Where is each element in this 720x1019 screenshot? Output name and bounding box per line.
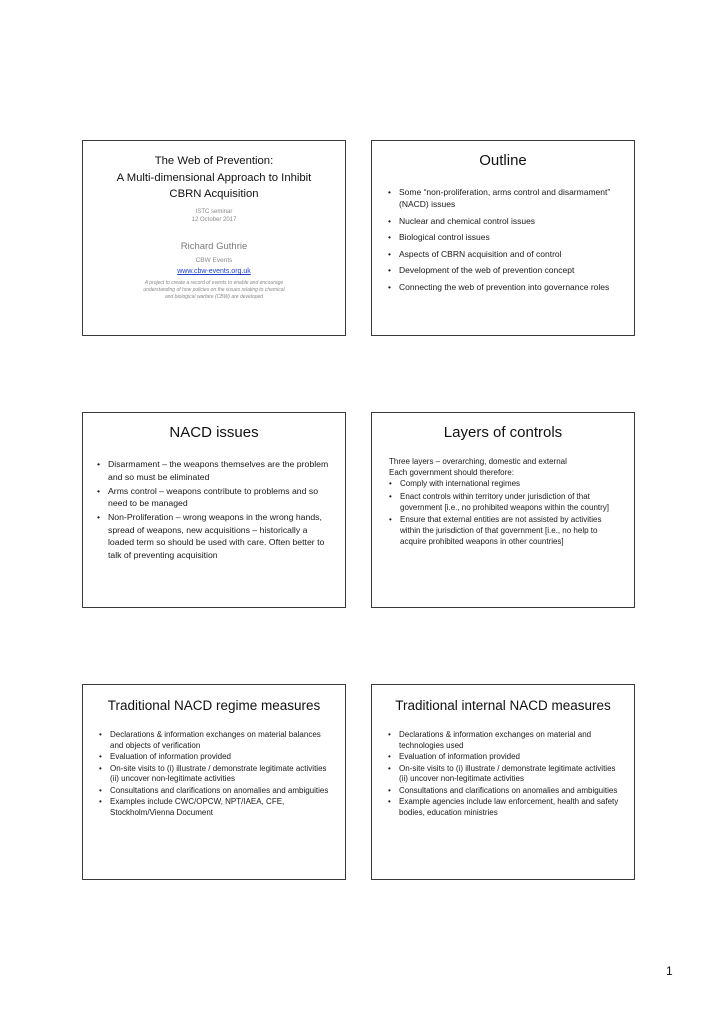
body-line: Three layers – overarching, domestic and external — [389, 457, 567, 466]
bullet-list — [97, 458, 329, 563]
page-number: 1 — [666, 964, 673, 978]
author-name: Richard Guthrie — [180, 241, 248, 252]
list-item: • Nuclear and chemical control issues — [388, 215, 622, 227]
list-item: • Non-Proliferation – wrong weapons in the wrong hands, spread of weapons, new acquisitions – historically a loaded term so should be used with care. Often better to talk of preventing acquisition — [97, 511, 329, 561]
slide-title: Outline — [479, 152, 527, 169]
slide-body — [389, 456, 622, 549]
list-item: • Ensure that external entities are not assisted by activities within the jurisdiction of that government [i.e., no help to acquire prohibited weapons in other countries] — [389, 514, 622, 547]
list-item: • Consultations and clarifications on anomalies and ambiguities — [99, 786, 335, 797]
list-item: • Some “non-proliferation, arms control and disarmament” (NACD) issues — [388, 186, 622, 210]
list-item: • Disarmament – the weapons themselves are the problem and so must be eliminated — [97, 458, 329, 483]
seminar-info: ISTC seminar 12 October 2017 — [191, 209, 237, 223]
list-item: • Evaluation of information provided — [99, 752, 335, 763]
slide-layers-of-controls — [371, 412, 635, 608]
project-note: A project to create a record of events to enable and encourage understanding of how policies on the issues relating to chemical and biological warfare (CBW) are developed — [143, 280, 285, 300]
website-link[interactable]: www.cbw-events.org.uk — [177, 268, 251, 275]
slide-nacd-issues — [82, 412, 346, 608]
list-item: • Enact controls within territory under jurisdiction of that government [i.e., no prohibited weapons within the country] — [389, 491, 622, 513]
list-item: • Comply with international regimes — [389, 478, 622, 489]
bullet-list — [388, 730, 624, 819]
slide-internal-measures — [371, 684, 635, 880]
organization: CBW Events — [195, 257, 233, 264]
bullet-list — [99, 730, 335, 819]
list-item: • Biological control issues — [388, 231, 622, 243]
list-item: • On-site visits to (i) illustrate / demonstrate legitimate activities (ii) uncover non-legitimate activities — [99, 764, 335, 785]
list-item: • Declarations & information exchanges on material and technologies used — [388, 730, 624, 751]
slide-title: Traditional NACD regime measures — [107, 698, 321, 713]
list-item: • Connecting the web of prevention into governance roles — [388, 281, 622, 293]
list-item: • Example agencies include law enforcement, health and safety bodies, education ministries — [388, 797, 624, 818]
list-item: • On-site visits to (i) illustrate / demonstrate legitimate activities (ii) uncover non-legitimate activities — [388, 764, 624, 785]
slide-title: Layers of controls — [443, 424, 563, 441]
slide-title-page — [82, 140, 346, 336]
slide-outline — [371, 140, 635, 336]
bullet-list — [389, 478, 622, 547]
presentation-title: The Web of Prevention: A Multi-dimensional Approach to Inhibit CBRN Acquisition — [116, 155, 312, 200]
body-line: Each government should therefore: — [389, 468, 514, 477]
list-item: • Arms control – weapons contribute to problems and so need to be managed — [97, 485, 329, 510]
slide-title: Traditional internal NACD measures — [395, 698, 611, 713]
bullet-list — [388, 186, 622, 297]
slide-title: NACD issues — [169, 424, 259, 441]
list-item: • Consultations and clarifications on anomalies and ambiguities — [388, 786, 624, 797]
list-item: • Declarations & information exchanges on material balances and objects of verification — [99, 730, 335, 751]
list-item: • Development of the web of prevention concept — [388, 264, 622, 276]
list-item: • Evaluation of information provided — [388, 752, 624, 763]
slide-regime-measures — [82, 684, 346, 880]
list-item: • Examples include CWC/OPCW, NPT/IAEA, CFE, Stockholm/Vienna Document — [99, 797, 335, 818]
list-item: • Aspects of CBRN acquisition and of control — [388, 248, 622, 260]
